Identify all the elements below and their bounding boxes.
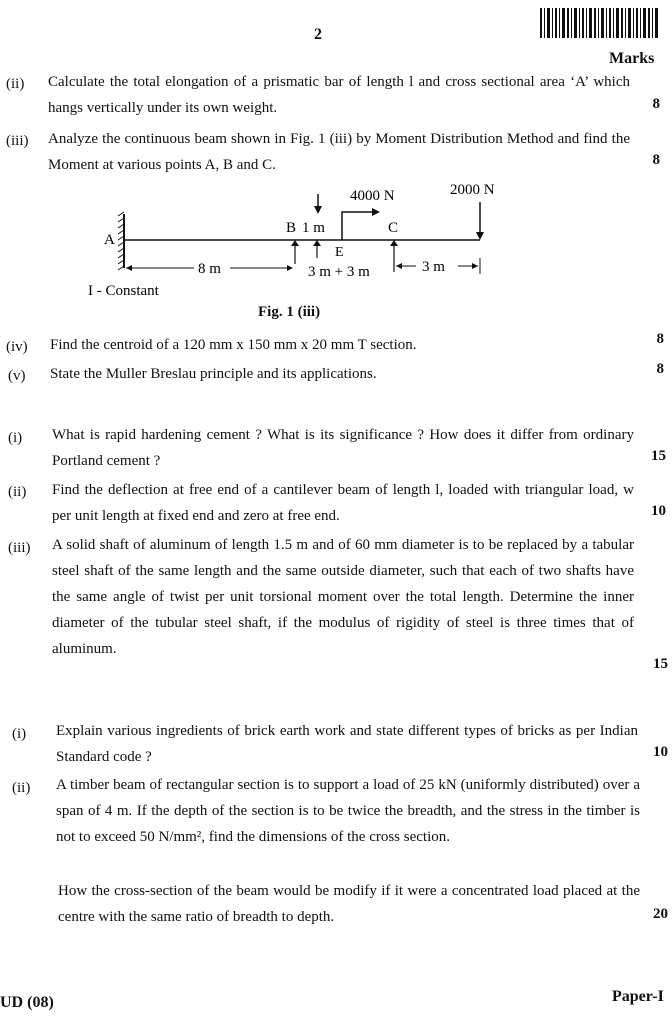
span-label-1m: 1 m <box>302 220 325 236</box>
point-label-a: A <box>104 232 115 248</box>
footer-code: UD (08) <box>0 994 54 1011</box>
question-text: Calculate the total elongation of a prismatic bar of length l and cross sectional area ‘A’ which hangs vertically under its own weight. <box>48 74 630 116</box>
question-marks: 8 <box>652 96 660 112</box>
question-marks: 10 <box>651 503 666 519</box>
question-text: Explain various ingredients of brick earth work and state different types of bricks as per Indian Standard code ? <box>56 723 638 765</box>
load-label-2000: 2000 N <box>450 182 495 198</box>
arrow-head <box>390 240 398 246</box>
question-number: (ii) <box>12 780 31 796</box>
arrow-head <box>476 232 484 240</box>
question-text: Find the centroid of a 120 mm x 150 mm x 20 mm T section. <box>50 337 417 353</box>
constant-label: I - Constant <box>88 283 159 299</box>
question-number: (iv) <box>6 339 28 355</box>
footer-paper: Paper-I <box>612 988 664 1005</box>
question-marks: 8 <box>656 331 664 347</box>
beam-figure <box>80 176 520 304</box>
point-label-b: B <box>286 220 297 236</box>
question-marks: 20 <box>653 906 668 922</box>
question-marks: 8 <box>656 361 664 377</box>
figure-caption: Fig. 1 (iii) <box>258 304 321 320</box>
question-text: Find the deflection at free end of a cantilever beam of length l, loaded with triangular load, w per unit length at fixed end and zero at free end. <box>52 482 634 524</box>
question-number: (ii) <box>6 76 25 92</box>
question-text: State the Muller Breslau principle and its applications. <box>50 366 377 382</box>
question-text: A timber beam of rectangular section is to support a load of 25 kN (uniformly distributed) over a span of 4 m. If the depth of the section is to be twice the breadth, and the stress in the timber is not to exceed 50 N/mm², find the dimensions of the cross section. <box>56 777 640 845</box>
question-marks: 15 <box>653 656 668 672</box>
question-marks: 15 <box>651 448 666 464</box>
barcode <box>540 8 658 38</box>
arrow-head <box>126 265 132 271</box>
point-label-e: E <box>335 245 344 260</box>
load-label-4000: 4000 N <box>350 188 395 204</box>
right-arrow-icon <box>372 208 380 216</box>
arrow-head <box>313 240 321 246</box>
span-label-8m: 8 m <box>198 261 221 277</box>
question-number: (ii) <box>8 484 27 500</box>
arrow-head <box>291 240 299 246</box>
span-label-3m3m: 3 m + 3 m <box>308 264 370 280</box>
marks-heading: Marks <box>609 50 655 67</box>
question-number: (i) <box>8 430 23 446</box>
question-text: Analyze the continuous beam shown in Fig. 1 (iii) by Moment Distribution Method and find the Moment at various points A, B and C. <box>48 131 630 173</box>
arrow-head <box>472 263 478 269</box>
arrow-head <box>287 265 293 271</box>
question-number: (iii) <box>8 540 31 556</box>
question-text: What is rapid hardening cement ? What is its significance ? How does it differ from ordinary Portland cement ? <box>52 427 634 469</box>
question-text-continued: How the cross-section of the beam would be modify if it were a concentrated load placed at the centre with the same ratio of breadth to depth. <box>58 883 640 925</box>
arrow-head <box>314 206 322 214</box>
load-bracket <box>342 212 376 240</box>
page-number: 2 <box>314 26 322 43</box>
question-marks: 10 <box>653 744 668 760</box>
arrow-head <box>396 263 402 269</box>
question-text: A solid shaft of aluminum of length 1.5 m and of 60 mm diameter is to be replaced by a tabular steel shaft of the same length and the same outside diameter, such that each of two shafts have the same angle of twist per unit torsional moment over the total length. Determine the inner diameter of the tubular steel shaft, if the modulus of rigidity of steel is three times that of aluminum. <box>52 537 634 657</box>
question-marks: 8 <box>652 152 660 168</box>
span-label-3m: 3 m <box>422 259 445 275</box>
question-number: (i) <box>12 726 27 742</box>
point-label-c: C <box>388 220 399 236</box>
question-number: (v) <box>8 368 26 384</box>
question-number: (iii) <box>6 133 29 149</box>
